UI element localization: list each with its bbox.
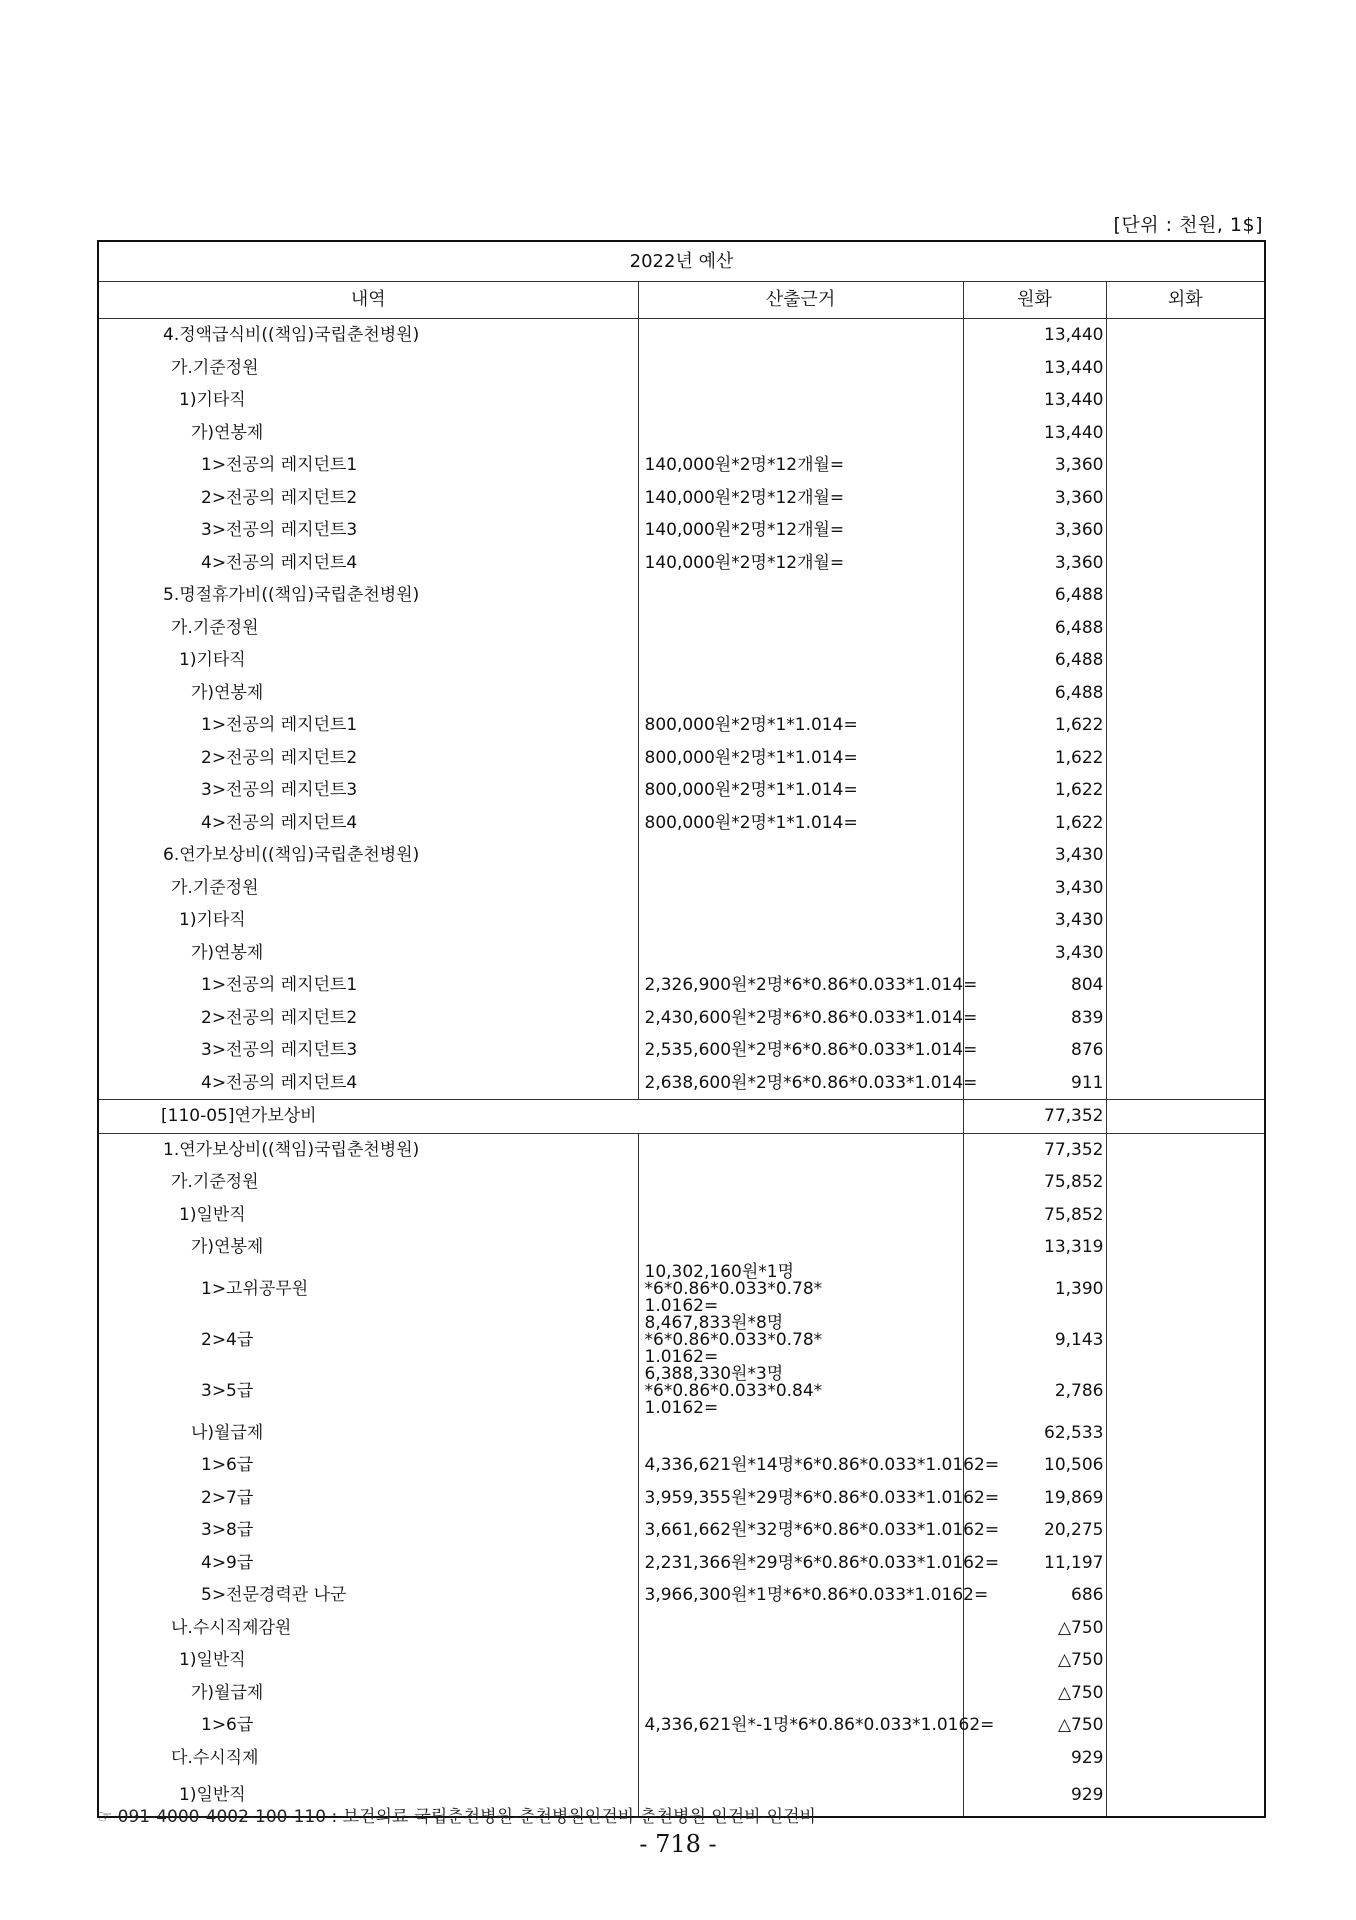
cell-foreign	[1106, 1067, 1265, 1100]
cell-krw: 13,319	[963, 1231, 1106, 1264]
cell-krw: 1,622	[963, 807, 1106, 840]
cell-krw: 77,352	[963, 1133, 1106, 1166]
cell-basis: 140,000원*2명*12개월=	[638, 482, 963, 515]
cell-item: 2>전공의 레지던트2	[98, 742, 638, 775]
cell-item: 가.기준정원	[98, 1166, 638, 1199]
cell-foreign	[1106, 904, 1265, 937]
cell-krw: 77,352	[963, 1100, 1106, 1134]
cell-foreign	[1106, 937, 1265, 970]
cell-foreign	[1106, 1166, 1265, 1199]
cell-foreign	[1106, 1264, 1265, 1315]
table-row	[98, 1067, 1265, 1100]
cell-krw: 3,430	[963, 839, 1106, 872]
cell-foreign	[1106, 1482, 1265, 1515]
table-row	[98, 839, 1265, 872]
cell-foreign	[1106, 1100, 1265, 1134]
table-row	[98, 1264, 1265, 1315]
cell-krw: 1,622	[963, 709, 1106, 742]
cell-foreign	[1106, 839, 1265, 872]
cell-foreign	[1106, 1366, 1265, 1417]
cell-foreign	[1106, 1644, 1265, 1677]
cell-basis	[638, 1742, 963, 1775]
table-row	[98, 1100, 1265, 1134]
cell-foreign	[1106, 1315, 1265, 1366]
cell-krw: 13,440	[963, 384, 1106, 417]
table-body	[98, 319, 1265, 1818]
table-row	[98, 1166, 1265, 1199]
cell-item: 다.수시직제	[98, 1742, 638, 1775]
cell-krw: 929	[963, 1774, 1106, 1817]
cell-basis: 800,000원*2명*1*1.014=	[638, 709, 963, 742]
cell-foreign	[1106, 1742, 1265, 1775]
cell-basis	[638, 579, 963, 612]
cell-item: 1)기타직	[98, 904, 638, 937]
table-row	[98, 807, 1265, 840]
cell-item: 4>전공의 레지던트4	[98, 807, 638, 840]
cell-krw: 1,622	[963, 742, 1106, 775]
cell-foreign	[1106, 417, 1265, 450]
cell-basis: 8,467,833원*8명*6*0.86*0.033*0.78* 1.0162=	[638, 1315, 963, 1366]
column-header-krw: 원화	[963, 282, 1106, 319]
table-row	[98, 612, 1265, 645]
cell-krw: 2,786	[963, 1366, 1106, 1417]
footer-code-line	[97, 1802, 816, 1827]
table-row	[98, 969, 1265, 1002]
cell-foreign	[1106, 514, 1265, 547]
cell-krw: 75,852	[963, 1166, 1106, 1199]
cell-item: 5.명절휴가비((책임)국립춘천병원)	[98, 579, 638, 612]
cell-krw: 6,488	[963, 644, 1106, 677]
cell-foreign	[1106, 449, 1265, 482]
cell-item: 3>5급	[98, 1366, 638, 1417]
cell-basis	[638, 319, 963, 352]
cell-item: 1>6급	[98, 1449, 638, 1482]
cell-krw: 3,360	[963, 482, 1106, 515]
table-row	[98, 1315, 1265, 1366]
cell-krw: 20,275	[963, 1514, 1106, 1547]
cell-basis: 2,231,366원*29명*6*0.86*0.033*1.0162=	[638, 1547, 963, 1580]
cell-basis	[638, 1612, 963, 1645]
cell-item: 1>고위공무원	[98, 1264, 638, 1315]
cell-foreign	[1106, 1002, 1265, 1035]
section-label: [110-05]연가보상비	[98, 1100, 963, 1134]
cell-item: 4>전공의 레지던트4	[98, 1067, 638, 1100]
cell-foreign	[1106, 319, 1265, 352]
cell-basis: 2,430,600원*2명*6*0.86*0.033*1.014=	[638, 1002, 963, 1035]
cell-krw: △750	[963, 1644, 1106, 1677]
cell-basis: 140,000원*2명*12개월=	[638, 449, 963, 482]
cell-krw: △750	[963, 1612, 1106, 1645]
budget-table	[97, 240, 1266, 1818]
cell-item: 1>전공의 레지던트1	[98, 449, 638, 482]
column-header-basis: 산출근거	[638, 282, 963, 319]
cell-item: 4>9급	[98, 1547, 638, 1580]
cell-item: 3>8급	[98, 1514, 638, 1547]
cell-krw: 839	[963, 1002, 1106, 1035]
cell-item: 1)일반직	[98, 1199, 638, 1232]
cell-krw: 1,622	[963, 774, 1106, 807]
year-header: 2022년 예산	[98, 241, 1265, 282]
table-row	[98, 677, 1265, 710]
cell-foreign	[1106, 1133, 1265, 1166]
cell-krw: 11,197	[963, 1547, 1106, 1580]
table-row	[98, 449, 1265, 482]
cell-item: 1>6급	[98, 1709, 638, 1742]
cell-item: 가)월급제	[98, 1677, 638, 1710]
cell-foreign	[1106, 1774, 1265, 1817]
cell-foreign	[1106, 807, 1265, 840]
cell-basis	[638, 937, 963, 970]
budget-code: 091-4000-4002-100-110 : 보건의료-국립춘천병원-춘천병원인건비-춘천병원 인건비-인건비	[117, 1807, 816, 1827]
cell-basis: 2,535,600원*2명*6*0.86*0.033*1.014=	[638, 1034, 963, 1067]
cell-item: 2>전공의 레지던트2	[98, 482, 638, 515]
cell-basis: 140,000원*2명*12개월=	[638, 514, 963, 547]
cell-item: 나.수시직제감원	[98, 1612, 638, 1645]
table-row	[98, 1547, 1265, 1580]
table-row	[98, 1644, 1265, 1677]
cell-krw: 10,506	[963, 1449, 1106, 1482]
cell-foreign	[1106, 482, 1265, 515]
cell-krw: 929	[963, 1742, 1106, 1775]
cell-item: 1.연가보상비((책임)국립춘천병원)	[98, 1133, 638, 1166]
table-row	[98, 1231, 1265, 1264]
page-number: - 718 -	[639, 1830, 717, 1858]
cell-foreign	[1106, 1547, 1265, 1580]
cell-item: 1>전공의 레지던트1	[98, 709, 638, 742]
cell-basis: 3,959,355원*29명*6*0.86*0.033*1.0162=	[638, 1482, 963, 1515]
cell-basis	[638, 1417, 963, 1450]
cell-krw: 13,440	[963, 319, 1106, 352]
cell-krw: 3,360	[963, 514, 1106, 547]
cell-foreign	[1106, 969, 1265, 1002]
cell-basis: 2,638,600원*2명*6*0.86*0.033*1.014=	[638, 1067, 963, 1100]
table-row	[98, 1366, 1265, 1417]
cell-item: 1)일반직	[98, 1644, 638, 1677]
cell-item: 1)일반직	[98, 1774, 638, 1817]
cell-krw: 13,440	[963, 352, 1106, 385]
cell-basis: 140,000원*2명*12개월=	[638, 547, 963, 580]
cell-item: 가)연봉제	[98, 677, 638, 710]
cell-item: 1)기타직	[98, 384, 638, 417]
cell-foreign	[1106, 1199, 1265, 1232]
cell-basis: 4,336,621원*14명*6*0.86*0.033*1.0162=	[638, 1449, 963, 1482]
cell-basis: 4,336,621원*-1명*6*0.86*0.033*1.0162=	[638, 1709, 963, 1742]
cell-item: 가)연봉제	[98, 937, 638, 970]
cell-basis	[638, 384, 963, 417]
cell-krw: 3,360	[963, 547, 1106, 580]
table-row	[98, 644, 1265, 677]
table-row	[98, 709, 1265, 742]
cell-basis	[638, 1677, 963, 1710]
table-row	[98, 1742, 1265, 1775]
cell-krw: 13,440	[963, 417, 1106, 450]
table-row	[98, 774, 1265, 807]
cell-basis	[638, 839, 963, 872]
cell-item: 3>전공의 레지던트3	[98, 514, 638, 547]
cell-foreign	[1106, 1579, 1265, 1612]
cell-krw: 6,488	[963, 579, 1106, 612]
cell-krw: 3,430	[963, 872, 1106, 905]
cell-krw: 9,143	[963, 1315, 1106, 1366]
table-row	[98, 1199, 1265, 1232]
cell-krw: 1,390	[963, 1264, 1106, 1315]
cell-krw: 804	[963, 969, 1106, 1002]
cell-basis: 2,326,900원*2명*6*0.86*0.033*1.014=	[638, 969, 963, 1002]
cell-basis	[638, 644, 963, 677]
cell-item: 1)기타직	[98, 644, 638, 677]
cell-basis: 6,388,330원*3명*6*0.86*0.033*0.84* 1.0162=	[638, 1366, 963, 1417]
unit-note: [단위 : 천원, 1$]	[1113, 214, 1263, 236]
table-row	[98, 1034, 1265, 1067]
cell-krw: 3,430	[963, 937, 1106, 970]
cell-item: 나)월급제	[98, 1417, 638, 1450]
table-row	[98, 872, 1265, 905]
cell-krw: 876	[963, 1034, 1106, 1067]
cell-foreign	[1106, 774, 1265, 807]
cell-krw: △750	[963, 1709, 1106, 1742]
table-row	[98, 579, 1265, 612]
cell-krw: 6,488	[963, 612, 1106, 645]
cell-krw: 62,533	[963, 1417, 1106, 1450]
table-row	[98, 1612, 1265, 1645]
table-row	[98, 1449, 1265, 1482]
cell-foreign	[1106, 1034, 1265, 1067]
table-row	[98, 514, 1265, 547]
cell-item: 2>7급	[98, 1482, 638, 1515]
cell-foreign	[1106, 1677, 1265, 1710]
cell-item: 3>전공의 레지던트3	[98, 1034, 638, 1067]
cell-krw: 3,360	[963, 449, 1106, 482]
cell-item: 가.기준정원	[98, 612, 638, 645]
cell-krw: 911	[963, 1067, 1106, 1100]
cell-item: 4.정액급식비((책임)국립춘천병원)	[98, 319, 638, 352]
cell-basis: 800,000원*2명*1*1.014=	[638, 774, 963, 807]
cell-basis	[638, 1644, 963, 1677]
cell-foreign	[1106, 352, 1265, 385]
column-header-foreign: 외화	[1106, 282, 1265, 319]
cell-foreign	[1106, 677, 1265, 710]
table-row	[98, 1677, 1265, 1710]
cell-foreign	[1106, 579, 1265, 612]
cell-krw: 3,430	[963, 904, 1106, 937]
table-row	[98, 1514, 1265, 1547]
cell-basis	[638, 677, 963, 710]
cell-basis	[638, 1231, 963, 1264]
column-header-item: 내역	[98, 282, 638, 319]
table-row	[98, 937, 1265, 970]
cell-item: 3>전공의 레지던트3	[98, 774, 638, 807]
cell-basis	[638, 1133, 963, 1166]
cell-basis: 800,000원*2명*1*1.014=	[638, 742, 963, 775]
table-row	[98, 1002, 1265, 1035]
table-row	[98, 417, 1265, 450]
cell-foreign	[1106, 1514, 1265, 1547]
cell-item: 6.연가보상비((책임)국립춘천병원)	[98, 839, 638, 872]
table-row	[98, 352, 1265, 385]
cell-item: 가)연봉제	[98, 1231, 638, 1264]
cell-basis	[638, 612, 963, 645]
cell-foreign	[1106, 644, 1265, 677]
cell-foreign	[1106, 1612, 1265, 1645]
pointing-hand-icon: ☞	[97, 1807, 113, 1827]
cell-item: 가.기준정원	[98, 872, 638, 905]
table-row	[98, 1579, 1265, 1612]
cell-krw: 686	[963, 1579, 1106, 1612]
table-row	[98, 319, 1265, 352]
cell-basis: 800,000원*2명*1*1.014=	[638, 807, 963, 840]
table-row	[98, 1133, 1265, 1166]
cell-foreign	[1106, 384, 1265, 417]
table-row	[98, 904, 1265, 937]
cell-item: 가)연봉제	[98, 417, 638, 450]
cell-foreign	[1106, 1417, 1265, 1450]
cell-item: 가.기준정원	[98, 352, 638, 385]
cell-foreign	[1106, 1231, 1265, 1264]
cell-foreign	[1106, 1449, 1265, 1482]
cell-basis	[638, 1166, 963, 1199]
table-row	[98, 1417, 1265, 1450]
cell-item: 2>4급	[98, 1315, 638, 1366]
cell-item: 4>전공의 레지던트4	[98, 547, 638, 580]
cell-item: 5>전문경력관 나군	[98, 1579, 638, 1612]
cell-basis	[638, 1199, 963, 1232]
cell-basis	[638, 904, 963, 937]
cell-foreign	[1106, 1709, 1265, 1742]
cell-basis: 3,661,662원*32명*6*0.86*0.033*1.0162=	[638, 1514, 963, 1547]
table-row	[98, 384, 1265, 417]
cell-krw: 19,869	[963, 1482, 1106, 1515]
cell-foreign	[1106, 872, 1265, 905]
table-row	[98, 547, 1265, 580]
cell-basis	[638, 352, 963, 385]
cell-basis: 3,966,300원*1명*6*0.86*0.033*1.0162=	[638, 1579, 963, 1612]
cell-basis	[638, 872, 963, 905]
cell-krw: 6,488	[963, 677, 1106, 710]
table-row	[98, 1709, 1265, 1742]
table-row	[98, 742, 1265, 775]
cell-foreign	[1106, 547, 1265, 580]
cell-foreign	[1106, 709, 1265, 742]
table-row	[98, 1482, 1265, 1515]
table-row	[98, 482, 1265, 515]
cell-basis: 10,302,160원*1명*6*0.86*0.033*0.78* 1.0162=	[638, 1264, 963, 1315]
cell-item: 1>전공의 레지던트1	[98, 969, 638, 1002]
cell-item: 2>전공의 레지던트2	[98, 1002, 638, 1035]
cell-foreign	[1106, 742, 1265, 775]
cell-krw: △750	[963, 1677, 1106, 1710]
cell-basis	[638, 417, 963, 450]
cell-foreign	[1106, 612, 1265, 645]
cell-krw: 75,852	[963, 1199, 1106, 1232]
